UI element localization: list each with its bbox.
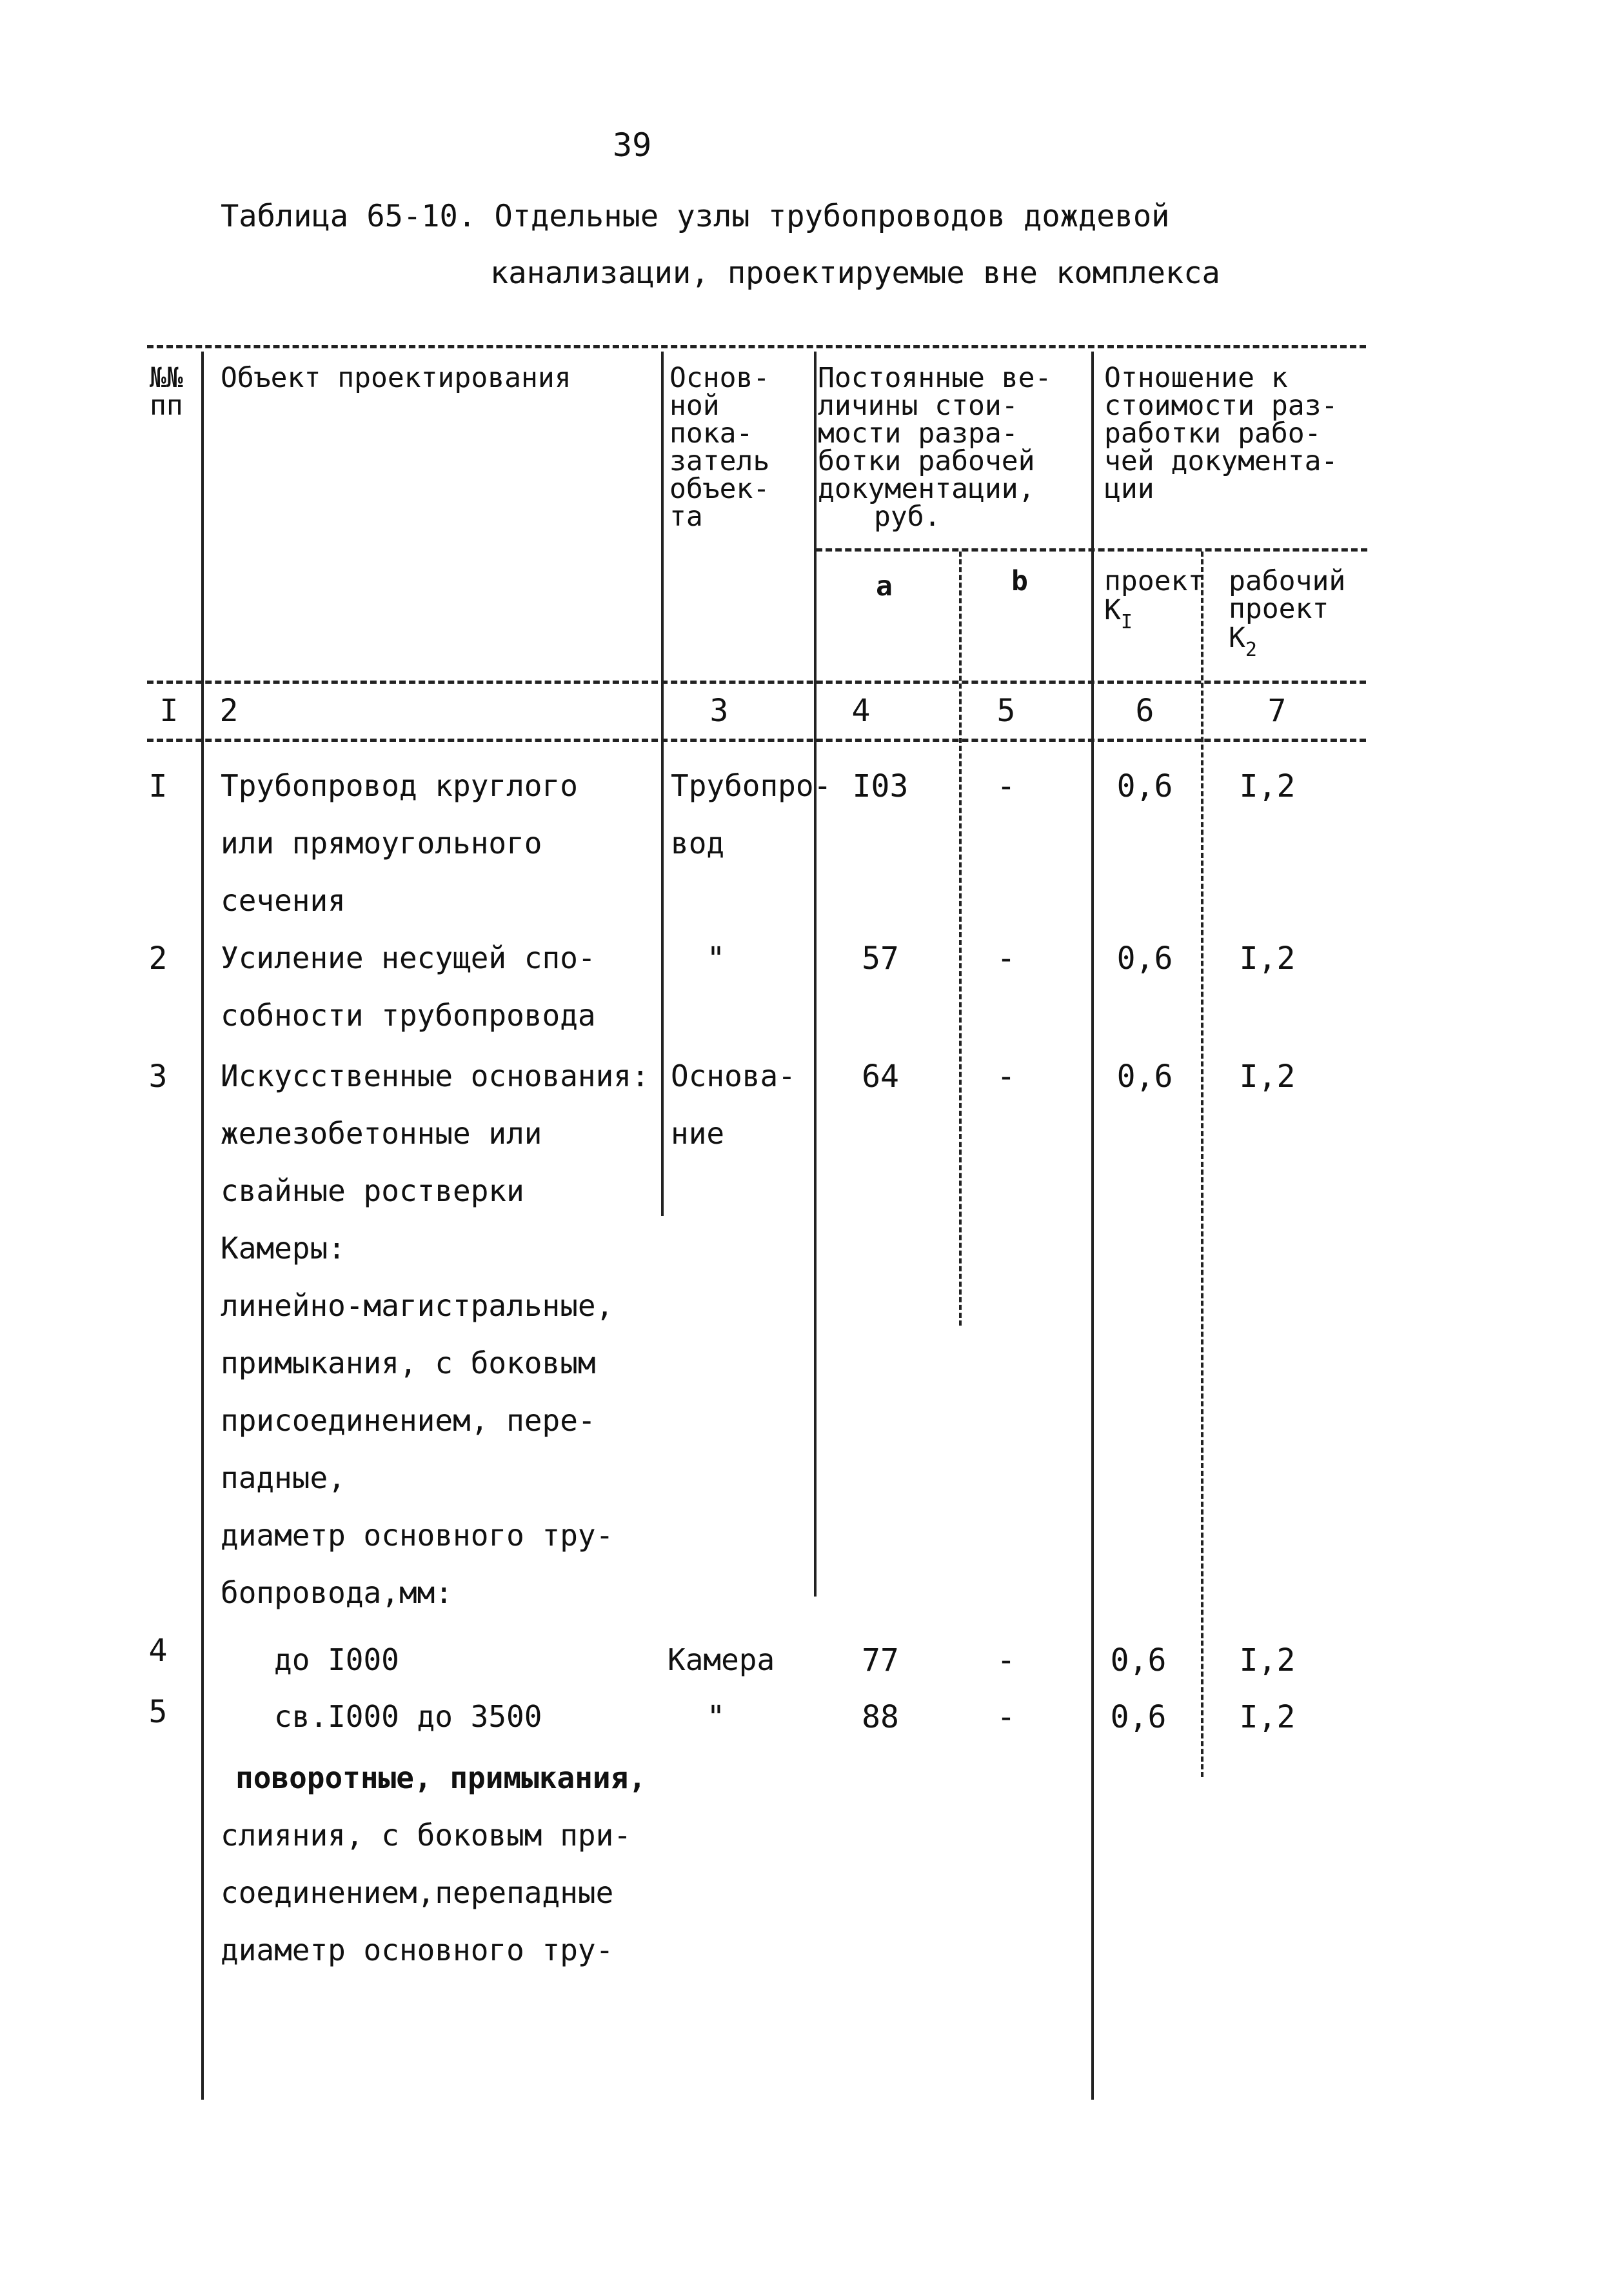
column-divider-1 xyxy=(201,352,204,2100)
column-number-top-rule xyxy=(147,681,1366,684)
row-object-line: Трубопровод круглого xyxy=(221,768,578,803)
row-number: 2 xyxy=(148,940,168,977)
row-number: I xyxy=(148,768,168,804)
header-indicator-line: затель xyxy=(669,445,770,477)
header-number-sign: №№ xyxy=(150,362,183,394)
column-number: 4 xyxy=(851,693,871,729)
row-value-k2: I,2 xyxy=(1239,940,1296,977)
header-constant-line: Постоянные ве- xyxy=(818,362,1052,394)
column-divider-4 xyxy=(959,552,962,1326)
section-object-line: бопровода,мм: xyxy=(221,1575,453,1610)
column-divider-5 xyxy=(1091,352,1094,2100)
column-number: 2 xyxy=(219,693,239,729)
row-value-b: - xyxy=(996,940,1016,977)
header-indicator-line: пока- xyxy=(669,417,753,450)
row-value-k1: 0,6 xyxy=(1116,1059,1173,1095)
row-object-line: до I000 xyxy=(274,1642,399,1677)
row-value-k2: I,2 xyxy=(1239,1642,1296,1678)
header-constant-line: личины стои- xyxy=(818,390,1018,422)
header-k2: $К_2$ xyxy=(1229,622,1257,661)
column-number: 3 xyxy=(709,693,729,729)
row-value-k2: I,2 xyxy=(1239,768,1296,804)
row-indicator-line: Основа- xyxy=(671,1059,796,1093)
column-number: I xyxy=(159,693,179,729)
row-object-line: железобетонные или xyxy=(221,1116,542,1151)
column-divider-2 xyxy=(661,352,664,1216)
header-ratio-line: стоимости раз- xyxy=(1104,390,1338,422)
header-k1: $К_I$ xyxy=(1104,594,1133,633)
column-divider-3 xyxy=(814,352,817,1597)
section-object-line: диаметр основного тру- xyxy=(221,1933,614,1967)
row-number: 3 xyxy=(148,1059,168,1095)
row-object-line: свайные ростверки xyxy=(221,1173,524,1208)
row-object-line: или прямоугольного xyxy=(221,826,542,861)
table-title-line-2: канализации, проектируемые вне комплекса xyxy=(490,255,1220,291)
row-object-line: собности трубопровода xyxy=(221,998,596,1033)
section-object-line: соединением,перепадные xyxy=(221,1875,614,1910)
header-ratio-line: чей документа- xyxy=(1104,445,1338,477)
row-indicator-ditto: " xyxy=(706,940,726,977)
section-object-line: Камеры: xyxy=(221,1231,346,1266)
header-pp: пп xyxy=(150,390,183,422)
row-indicator-line: Трубопро- xyxy=(671,768,832,803)
row-object-line: Искусственные основания: xyxy=(221,1059,649,1093)
section-object-line: падные, xyxy=(221,1460,346,1495)
header-indicator-line: та xyxy=(669,501,703,533)
header-constant-line: мости разра- xyxy=(818,417,1018,450)
column-number: 5 xyxy=(996,693,1016,729)
row-value-a: 77 xyxy=(862,1642,899,1678)
section-object-line: диаметр основного тру- xyxy=(221,1518,614,1553)
row-value-k2: I,2 xyxy=(1239,1699,1296,1735)
table-top-rule xyxy=(147,345,1366,348)
row-indicator-line: ние xyxy=(671,1116,725,1151)
table-title-line-1: Таблица 65-10. Отдельные узлы трубопроводов дождевой xyxy=(221,199,1170,234)
section-object-line: присоединением, пере- xyxy=(221,1403,596,1438)
page-number: 39 xyxy=(613,126,652,164)
header-ratio-line: ции xyxy=(1104,473,1154,505)
row-value-a: I03 xyxy=(852,768,909,804)
header-project: проект xyxy=(1104,565,1205,597)
row-object-line: сечения xyxy=(221,883,346,918)
row-value-a: 64 xyxy=(862,1059,899,1095)
header-indicator-line: Основ- xyxy=(669,362,770,394)
row-value-a: 88 xyxy=(862,1699,899,1735)
header-indicator-line: объек- xyxy=(669,473,770,505)
column-number-bottom-rule xyxy=(147,739,1366,742)
section-object-line: линейно-магистральные, xyxy=(221,1288,614,1323)
header-a: a xyxy=(876,570,893,602)
row-value-b: - xyxy=(996,768,1016,804)
header-working-project: проект xyxy=(1229,593,1329,625)
header-object: Объект проектирования xyxy=(221,362,571,394)
header-constant-line: документации, xyxy=(818,473,1035,505)
row-object-line: св.I000 до 3500 xyxy=(274,1699,542,1734)
column-number: 6 xyxy=(1135,693,1154,729)
row-value-b: - xyxy=(996,1699,1016,1735)
row-value-k1: 0,6 xyxy=(1116,768,1173,804)
section-object-line: поворотные, примыкания, xyxy=(235,1760,646,1795)
column-divider-6 xyxy=(1201,552,1203,1777)
row-value-b: - xyxy=(996,1642,1016,1678)
header-indicator-line: ной xyxy=(669,390,720,422)
header-b: b xyxy=(1011,565,1028,597)
row-indicator-ditto: " xyxy=(706,1699,726,1735)
header-constant-line: руб. xyxy=(874,501,941,533)
header-ratio-line: работки рабо- xyxy=(1104,417,1322,450)
column-number: 7 xyxy=(1267,693,1287,729)
header-ratio-line: Отношение к xyxy=(1104,362,1288,394)
row-number: 4 xyxy=(148,1633,168,1669)
row-value-k1: 0,6 xyxy=(1110,1642,1167,1678)
header-working: рабочий xyxy=(1229,565,1346,597)
row-value-k1: 0,6 xyxy=(1110,1699,1167,1735)
section-object-line: слияния, с боковым при- xyxy=(221,1818,631,1853)
row-object-line: Усиление несущей спо- xyxy=(221,940,596,975)
row-indicator-line: вод xyxy=(671,826,725,861)
section-object-line: примыкания, с боковым xyxy=(221,1346,596,1380)
row-number: 5 xyxy=(148,1694,168,1730)
row-indicator-line: Камера xyxy=(668,1642,775,1677)
row-value-k2: I,2 xyxy=(1239,1059,1296,1095)
row-value-b: - xyxy=(996,1059,1016,1095)
row-value-a: 57 xyxy=(862,940,899,977)
header-constant-line: ботки рабочей xyxy=(818,445,1035,477)
row-value-k1: 0,6 xyxy=(1116,940,1173,977)
